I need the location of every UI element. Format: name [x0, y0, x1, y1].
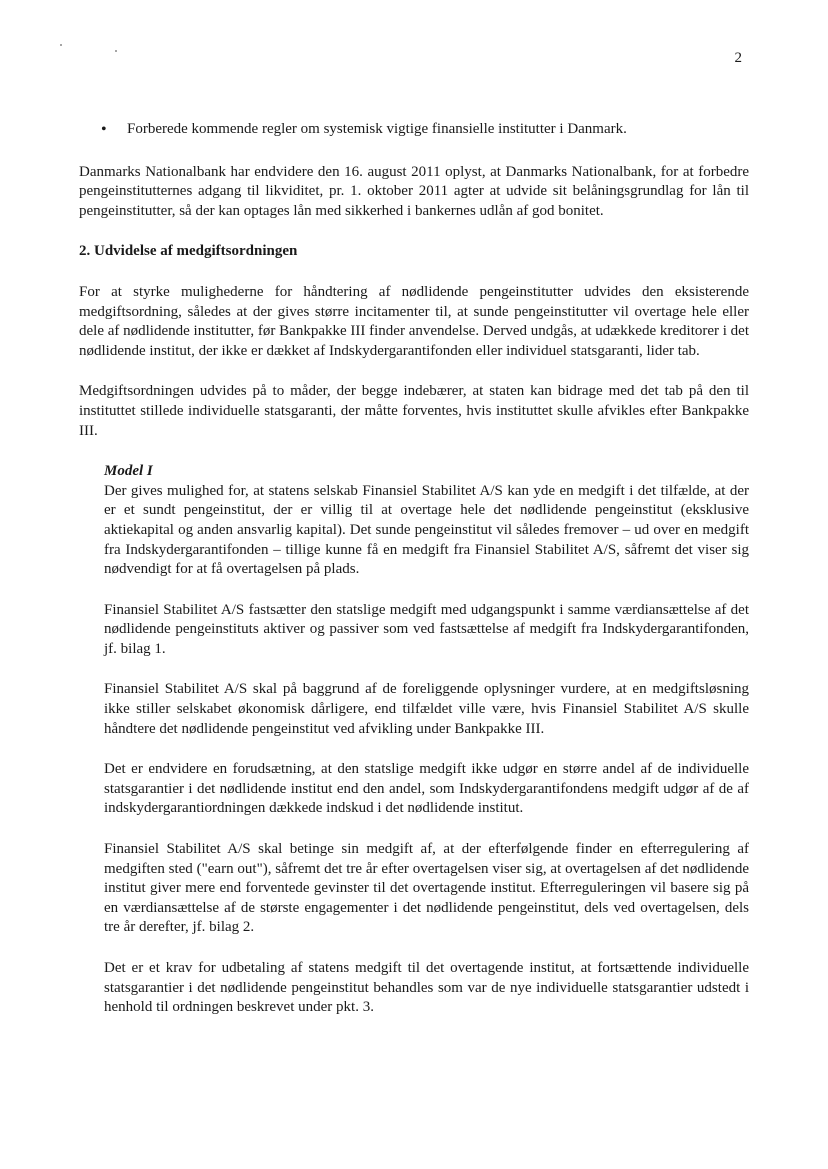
model-title: Model I	[104, 463, 153, 480]
bullet-item: • Forberede kommende regler om systemisk vigtige finansielle institutter i Danmark.	[79, 120, 749, 140]
paragraph-nationalbank: Danmarks Nationalbank har endvidere den 16. august 2011 oplyst, at Danmarks Nationalbank, for at forbedre pengeinstitutternes adgang til likviditet, pr. 1. oktober 2011 agter at udvide sit belåningsgrundlag for lån til pengeinstitutter, så der kan optages lån med sikkerhed i bankernes udlån af god bonitet.	[79, 163, 749, 219]
page-number: 2	[734, 50, 742, 66]
bullet-list	[79, 120, 749, 140]
document-body	[79, 120, 749, 1018]
section-heading: 2. Udvidelse af medgiftsordningen	[79, 243, 298, 260]
model-paragraph: Finansiel Stabilitet A/S skal på baggrund af de foreliggende oplysninger vurdere, at en medgiftsløsning ikke stiller selskabet økonomisk dårligere, end tilfældet ville være, hvis Finansiel Stabilitet A/S skulle håndtere det nødlidende pengeinstitut ved afvikling under Bankpakke III.	[104, 681, 749, 737]
paragraph-to-maader: Medgiftsordningen udvides på to måder, der begge indebærer, at staten kan bidrage med det tab på den til instituttet stillede individuelle statsgaranti, der måtte forventes, hvis instituttet skulle afvikles efter Bankpakke III.	[79, 383, 749, 439]
model-paragraph: Finansiel Stabilitet A/S fastsætter den statslige medgift med udgangspunkt i samme værdiansættelse af det nødlidende pengeinstituts aktiver og passiver som ved fastsættelse af medgift fra Indskydergarantifonden, jf. bilag 1.	[104, 601, 749, 657]
model-paragraph: Der gives mulighed for, at statens selskab Finansiel Stabilitet A/S kan yde en medgift i det tilfælde, at der er et sundt pengeinstitut, der er villig til at overtage hele det nødlidende pengeinstitut (eksklusive aktiekapital og anden ansvarlig kapital). Det sunde pengeinstitut vil således fremover – ud over en medgift fra Indskydergarantifonden – tillige kunne få en medgift fra Finansiel Stabilitet A/S, såfremt det viser sig nødvendigt for at få overtagelsen på plads.	[104, 482, 749, 578]
model-paragraph: Det er endvidere en forudsætning, at den statslige medgift ikke udgør en større andel af de individuelle statsgarantier i det nødlidende institut end den andel, som Indskydergarantifondens medgift udgør af de af indskydergarantiordningen dækkede indskud i det nødlidende institut.	[104, 761, 749, 817]
model-paragraph: Finansiel Stabilitet A/S skal betinge sin medgift af, at der efterfølgende finder en efterregulering af medgiften sted ("earn out"), såfremt det tre år efter overtagelsen viser sig, at overtagelsen af det nødlidende institut giver mere end forventede gevinster til det overtagende institut. Efterreguleringen vil basere sig på en værdiansættelse af de største engagementer i det nødlidende pengeinstitut, dels ved overtagelsen, dels tre år derefter, jf. bilag 2.	[104, 841, 749, 936]
paragraph-styrke: For at styrke mulighederne for håndtering af nødlidende pengeinstitutter udvides den eksisterende medgiftsordning, således at der gives større incitamenter til, at sunde pengeinstitutter vil overtage hele eller dele af nødlidende institutter, før Bankpakke III finder anvendelse. Derved undgås, at udækkede kreditorer i det nødlidende institut, der ikke er dækket af Indskydergarantifonden eller individuel statsgaranti, lider tab.	[79, 283, 749, 359]
model-section	[104, 462, 749, 1018]
model-paragraph: Det er et krav for udbetaling af statens medgift til det overtagende institut, at fortsættende individuelle statsgarantier i det nødlidende pengeinstitut behandles som var de nye individuelle statsgarantier udstedt i henhold til ordningen beskrevet under pkt. 3.	[104, 960, 749, 1016]
